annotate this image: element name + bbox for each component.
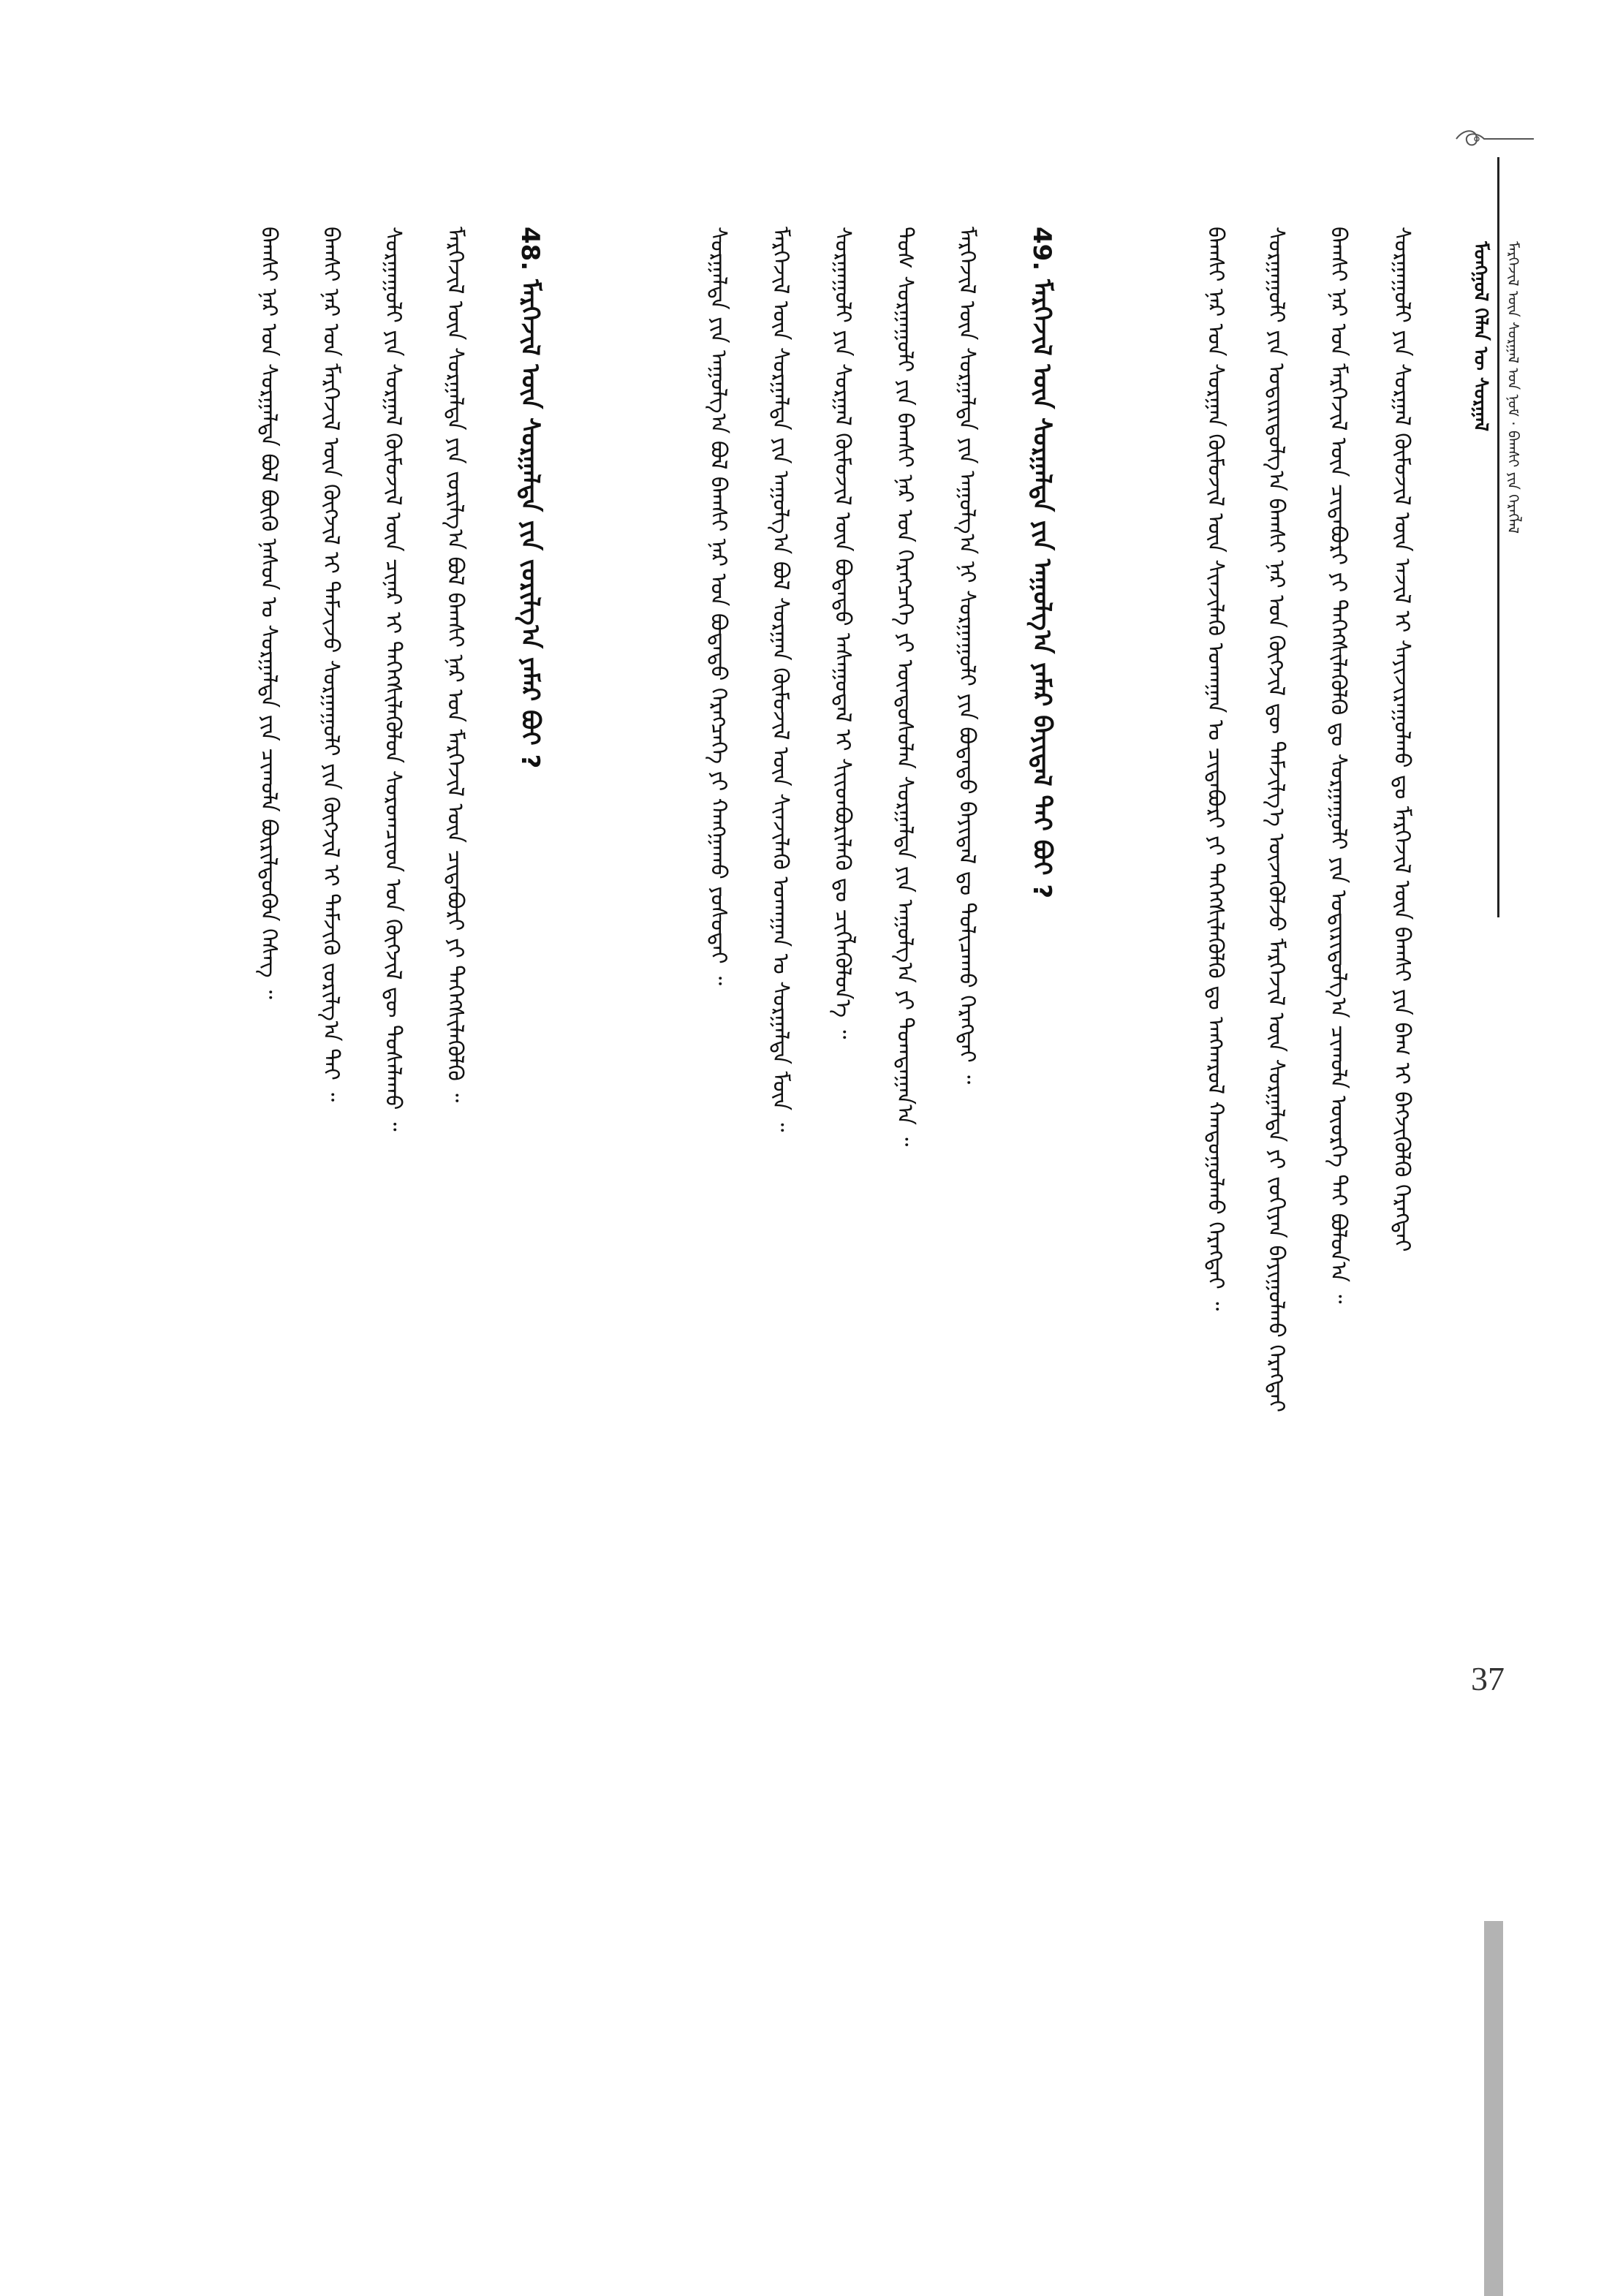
text-column: ᠰᠤᠷᠭᠠᠭᠤᠯᠢ ᠶᠢᠨ ᠤᠳᠢᠷᠢᠳᠤᠯᠭ᠎ᠠ ᠪᠠᠭᠰᠢ ᠨᠠᠷ ᠤᠨ ᠬᠥᠭᠵᠢᠯ ᠳᠦ ᠳᠡᠮᠵᠢᠯᠭ᠎ᠡ ᠦᠵᠡᠭᠦᠯᠵᠦ ᠮᠡᠷᠭᠡᠵᠢᠯ ᠦᠨ ᠰᠤᠷᠭᠠᠯᠲᠠ ᠶᠢ ᠵᠣᠬᠢᠶᠠᠨ ᠪᠠᠶᠢᠭᠤᠯᠬᠤ ᠬᠡᠷᠡᠭᠲᠡᠢ <box>1263 227 1289 1413</box>
text-column: ᠰᠤᠷᠭᠠᠭᠤᠯᠢ ᠶᠢᠨ ᠰᠤᠷᠭᠠᠯ ᠬᠦᠮᠦᠵᠢᠯ ᠦᠨ ᠠᠵᠢᠯ ᠢ ᠰᠠᠶᠢᠵᠢᠷᠠᠭᠤᠯᠬᠤ ᠳᠤ ᠮᠡᠷᠭᠡᠵᠢᠯ ᠦᠨ ᠪᠠᠭᠰᠢ ᠶᠢᠨ ᠪᠠᠭ ᠢ ᠪᠡᠬᠵᠢᠭᠦᠯᠬᠦ ᠬᠡᠷᠡᠭᠲᠡᠢ <box>1389 227 1415 1252</box>
running-header-title: ᠮᠣᠩᠭᠣᠯ ᠬᠡᠯᠡᠨ ᠦ ᠰᠤᠷᠭᠠᠯ <box>1469 241 1491 432</box>
header-rule <box>1497 157 1499 917</box>
text-column: ᠪᠠᠭᠰᠢ ᠨᠠᠷ ᠤᠨ ᠮᠡᠷᠭᠡᠵᠢᠯ ᠦᠨ ᠴᠢᠳᠠᠪᠤᠷᠢ ᠶᠢ ᠳᠡᠭᠡᠭᠰᠢᠯᠡᠭᠦᠯᠬᠦ ᠳᠤ ᠰᠤᠷᠭᠠᠭᠤᠯᠢ ᠶᠢᠨ ᠤᠳᠢᠷᠢᠳᠤᠯᠭ᠎ᠠ ᠴᠢᠬᠤᠯᠠ ᠦᠦᠷᠭᠡ ᠲᠠᠢ ᠪᠣᠯᠤᠨ᠎ᠠ ᠃ <box>1325 227 1351 1304</box>
text-column: ᠮᠡᠷᠭᠡᠵᠢᠯ ᠦᠨ ᠰᠤᠷᠭᠠᠯᠲᠠ ᠶᠢᠨ ᠠᠭᠤᠯᠭ᠎ᠠ ᠪᠣᠯ ᠰᠤᠷᠭᠠᠨ ᠬᠦᠮᠦᠵᠢᠯ ᠦᠨ ᠰᠢᠨᠵᠢᠯᠡᠬᠦ ᠤᠬᠠᠭᠠᠨ ᠤ ᠰᠤᠷᠭᠠᠯᠲᠠ ᠮᠥᠨ ᠃ <box>768 227 793 1132</box>
text-column: ᠰᠤᠷᠭᠠᠭᠤᠯᠢ ᠶᠢᠨ ᠰᠤᠷᠭᠠᠯ ᠬᠦᠮᠦᠵᠢᠯ ᠦᠨ ᠪᠣᠳᠠᠲᠤ ᠠᠰᠠᠭᠤᠳᠠᠯ ᠢ ᠰᠢᠢᠳᠪᠦᠷᠢᠯᠡᠬᠦ ᠳᠤ ᠴᠢᠭᠯᠡᠭᠦᠯᠦᠨ᠎ᠡ ᠃ <box>830 227 855 1039</box>
text-column: ᠮᠡᠷᠭᠡᠵᠢᠯ ᠦᠨ ᠰᠤᠷᠭᠠᠯᠲᠠ ᠶᠢᠨ ᠵᠣᠷᠢᠯᠭ᠎ᠠ ᠪᠣᠯ ᠪᠠᠭᠰᠢ ᠨᠠᠷ ᠤᠨ ᠮᠡᠷᠭᠡᠵᠢᠯ ᠦᠨ ᠴᠢᠳᠠᠪᠤᠷᠢ ᠶᠢ ᠳᠡᠭᠡᠭᠰᠢᠯᠡᠭᠦᠯᠬᠦ ᠃ <box>442 227 468 1103</box>
ornament-icon <box>1455 124 1535 154</box>
text-column: ᠰᠤᠷᠭᠠᠯᠲᠠ ᠶᠢᠨ ᠠᠭᠤᠯᠭ᠎ᠠ ᠪᠣᠯ ᠪᠠᠭᠰᠢ ᠨᠠᠷ ᠤᠨ ᠪᠣᠳᠠᠲᠤ ᠬᠡᠷᠡᠭᠴᠡᠭᠡ ᠶᠢ ᠬᠠᠩᠭᠠᠬᠤ ᠶᠤᠰᠤᠲᠠᠢ ᠃ <box>705 227 731 985</box>
text-column: ᠰᠤᠷᠭᠠᠭᠤᠯᠢ ᠶᠢᠨ ᠰᠤᠷᠭᠠᠯ ᠬᠦᠮᠦᠵᠢᠯ ᠦᠨ ᠴᠢᠨᠠᠷ ᠢ ᠳᠡᠭᠡᠭᠰᠢᠯᠡᠭᠦᠯᠦᠨ ᠰᠤᠷᠤᠭᠴᠢᠳ ᠤᠨ ᠬᠥᠭᠵᠢᠯ ᠳᠦ ᠲᠤᠰᠠᠯᠠᠬᠤ ᠃ <box>380 227 406 1132</box>
side-bar <box>1484 1921 1503 2296</box>
text-column: ᠪᠠᠭᠰᠢ ᠨᠠᠷ ᠤᠨ ᠮᠡᠷᠭᠡᠵᠢᠯ ᠦᠨ ᠬᠥᠭᠵᠢᠯ ᠢ ᠳᠡᠮᠵᠢᠵᠦ ᠰᠤᠷᠭᠠᠭᠤᠯᠢ ᠶᠢᠨ ᠬᠥᠭᠵᠢᠯ ᠢ ᠳᠡᠮᠵᠢᠬᠦ ᠵᠣᠷᠢᠯᠭ᠎ᠠ ᠲᠠᠢ ᠃ <box>318 227 344 1102</box>
text-column: ᠮᠡᠷᠭᠡᠵᠢᠯ ᠦᠨ ᠰᠤᠷᠭᠠᠯᠲᠠ ᠶᠢᠨ ᠠᠭᠤᠯᠭ᠎ᠠ ᠨᠢ ᠰᠤᠷᠭᠠᠭᠤᠯᠢ ᠶᠢᠨ ᠪᠣᠳᠠᠲᠤ ᠪᠠᠶᠢᠳᠠᠯ ᠳᠤ ᠲᠣᠯᠢᠴᠠᠬᠤ ᠬᠡᠷᠡᠭᠲᠡᠢ ᠃ <box>954 227 980 1085</box>
question-heading-49: 49. ᠮᠡᠷᠭᠡᠵᠢᠯ ᠦᠨ ᠰᠤᠷᠭᠠᠯᠲᠠ ᠶᠢᠨ ᠠᠭᠤᠯᠭ᠎ᠠ ᠶᠠᠮᠠᠷ ᠪᠠᠶᠢᠳᠠᠯ ᠲᠠᠢ ᠪᠤᠢ ? <box>1027 227 1056 899</box>
text-column: ᠪᠠᠭᠰᠢ ᠨᠠᠷ ᠤᠨ ᠰᠤᠷᠭᠠᠨ ᠬᠦᠮᠦᠵᠢᠯ ᠦᠨ ᠰᠢᠨᠵᠢᠯᠡᠬᠦ ᠤᠬᠠᠭᠠᠨ ᠤ ᠴᠢᠳᠠᠪᠤᠷᠢ ᠶᠢ ᠳᠡᠭᠡᠭᠰᠢᠯᠡᠭᠦᠯᠬᠦ ᠳᠤ ᠠᠩᠬᠠᠷᠤᠯ ᠬᠠᠨᠳᠤᠭᠤᠯᠬᠤ ᠬᠡᠷᠡᠭᠲᠡᠢ ᠃ <box>1203 227 1228 1311</box>
page-number: 37 <box>1471 1660 1505 1697</box>
text-column: ᠪᠠᠭᠰᠢ ᠨᠠᠷ ᠤᠨ ᠰᠤᠷᠭᠠᠯᠲᠠ ᠪᠣᠯ ᠪᠦᠬᠦ ᠨᠠᠰᠤᠨ ᠤ ᠰᠤᠷᠭᠠᠯᠲᠠ ᠶᠢᠨ ᠴᠢᠬᠤᠯᠠ ᠪᠦᠷᠢᠯᠳᠦᠬᠦᠨ ᠬᠡᠰᠡᠭ ᠃ <box>256 227 281 999</box>
running-header-subtitle: ᠮᠡᠷᠭᠡᠵᠢᠯ ᠦᠨ ᠰᠤᠷᠭᠠᠯ ᠤᠨ ᠨᠣᠮ · ᠪᠠᠭᠰᠢ ᠶᠢᠨ ᠬᠡᠷᠡᠭᠯᠡᠯ <box>1505 241 1522 534</box>
text-column: ᠲᠤᠰ ᠰᠤᠷᠭᠠᠭᠤᠯᠢ ᠶᠢᠨ ᠪᠠᠭᠰᠢ ᠨᠠᠷ ᠤᠨ ᠬᠡᠷᠡᠭᠴᠡᠭᠡ ᠶᠢ ᠦᠨᠳᠦᠰᠦᠯᠡᠨ ᠰᠤᠷᠭᠠᠯᠲᠠ ᠶᠢᠨ ᠠᠭᠤᠯᠭ᠎ᠠ ᠶᠢ ᠲᠣᠭᠲᠠᠭᠠᠨ᠎ᠠ ᠃ <box>892 227 918 1147</box>
question-heading-48: 48. ᠮᠡᠷᠭᠡᠵᠢᠯ ᠦᠨ ᠰᠤᠷᠭᠠᠯᠲᠠ ᠶᠢᠨ ᠵᠣᠷᠢᠯᠭ᠎ᠠ ᠶᠠᠮᠠᠷ ᠪᠤᠢ ? <box>515 227 545 769</box>
